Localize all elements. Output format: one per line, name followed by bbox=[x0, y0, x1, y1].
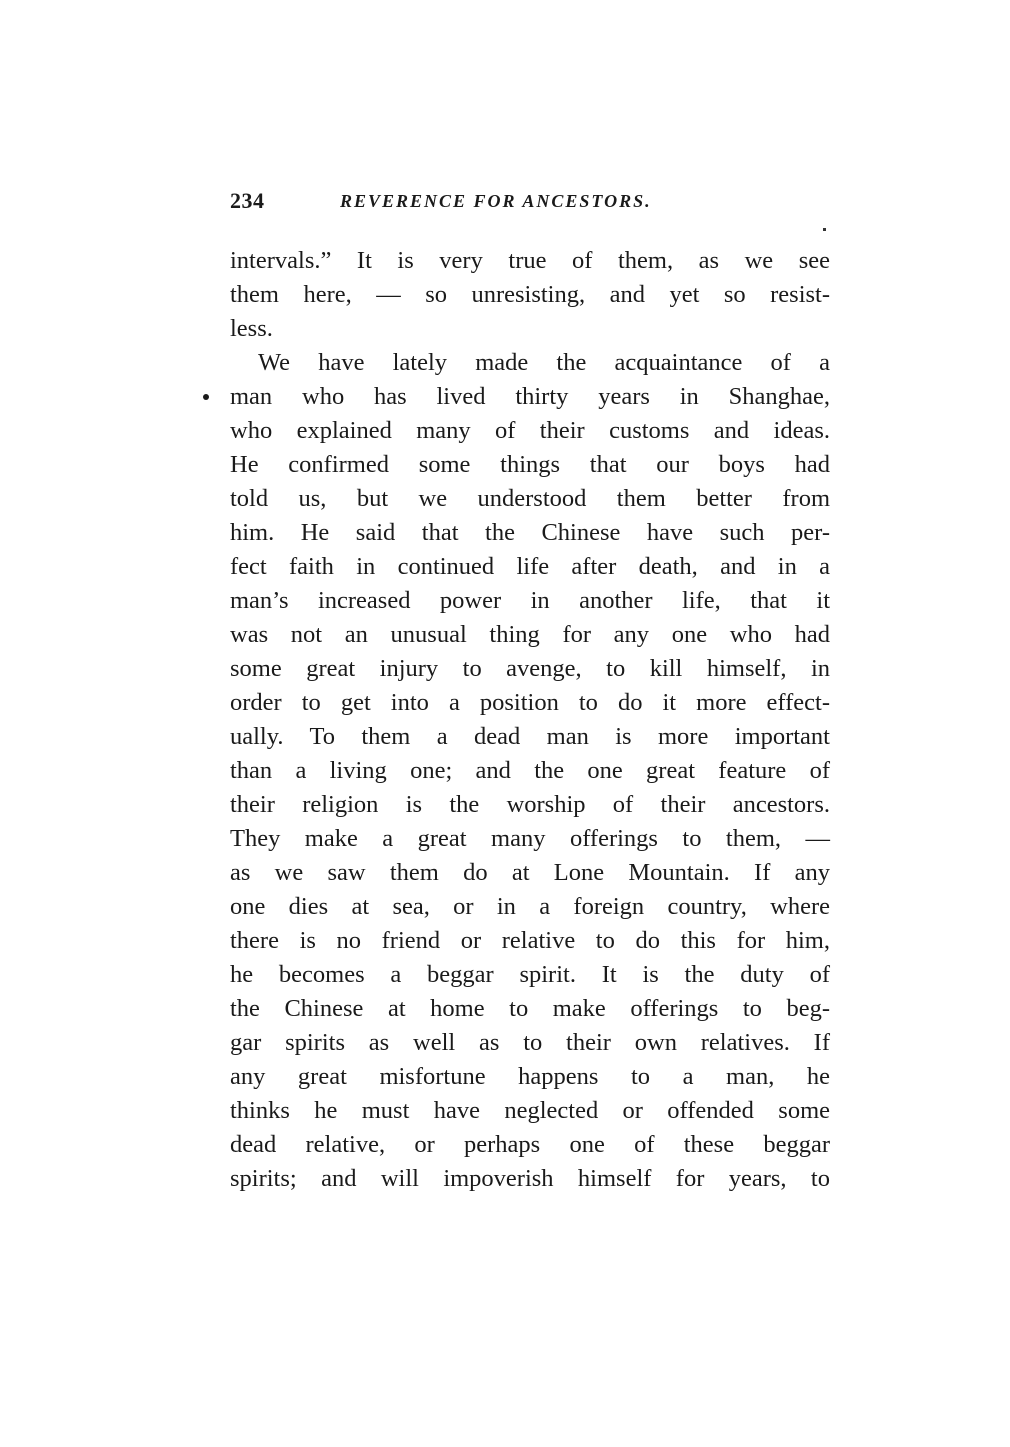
text-line: one dies at sea, or in a foreign country, where bbox=[230, 893, 830, 920]
printer-mark bbox=[823, 228, 826, 231]
text-line: intervals.” It is very true of them, as we see bbox=[230, 247, 830, 274]
text-line: some great injury to avenge, to kill himself, in bbox=[230, 655, 830, 682]
text-line: order to get into a position to do it more effect- bbox=[230, 689, 830, 716]
body-text bbox=[230, 244, 830, 1196]
text-line: ually. To them a dead man is more important bbox=[230, 723, 830, 750]
text-line: there is no friend or relative to do this for him, bbox=[230, 927, 830, 954]
text-line: less. bbox=[230, 315, 273, 342]
text-line: They make a great many offerings to them, — bbox=[230, 825, 830, 852]
text-line: dead relative, or perhaps one of these beggar bbox=[230, 1131, 830, 1158]
text-line: thinks he must have neglected or offended some bbox=[230, 1097, 830, 1124]
text-line: any great misfortune happens to a man, he bbox=[230, 1063, 830, 1090]
text-line: the Chinese at home to make offerings to beg- bbox=[230, 995, 830, 1022]
page-number: 234 bbox=[230, 188, 265, 213]
text-line: he becomes a beggar spirit. It is the duty of bbox=[230, 961, 830, 988]
text-line: man’s increased power in another life, that it bbox=[230, 587, 830, 614]
text-line: than a living one; and the one great feature of bbox=[230, 757, 830, 784]
text-line: We have lately made the acquaintance of a bbox=[258, 349, 830, 376]
text-line: their religion is the worship of their ancestors. bbox=[230, 791, 830, 818]
text-line: He confirmed some things that our boys had bbox=[230, 451, 830, 478]
text-line: man who has lived thirty years in Shanghae, bbox=[230, 383, 830, 410]
text-line: gar spirits as well as to their own relatives. If bbox=[230, 1029, 830, 1056]
running-title: REVERENCE FOR ANCESTORS. bbox=[340, 191, 652, 211]
text-line: who explained many of their customs and ideas. bbox=[230, 417, 830, 444]
text-line: told us, but we understood them better from bbox=[230, 485, 830, 512]
margin-dot-mark bbox=[203, 394, 209, 400]
text-line: spirits; and will impoverish himself for years, to bbox=[230, 1165, 830, 1192]
page-header bbox=[230, 188, 830, 218]
text-line: was not an unusual thing for any one who had bbox=[230, 621, 830, 648]
text-line: fect faith in continued life after death, and in a bbox=[230, 553, 830, 580]
text-line: him. He said that the Chinese have such per- bbox=[230, 519, 830, 546]
text-line: as we saw them do at Lone Mountain. If any bbox=[230, 859, 830, 886]
text-line: them here, — so unresisting, and yet so resist- bbox=[230, 281, 830, 308]
